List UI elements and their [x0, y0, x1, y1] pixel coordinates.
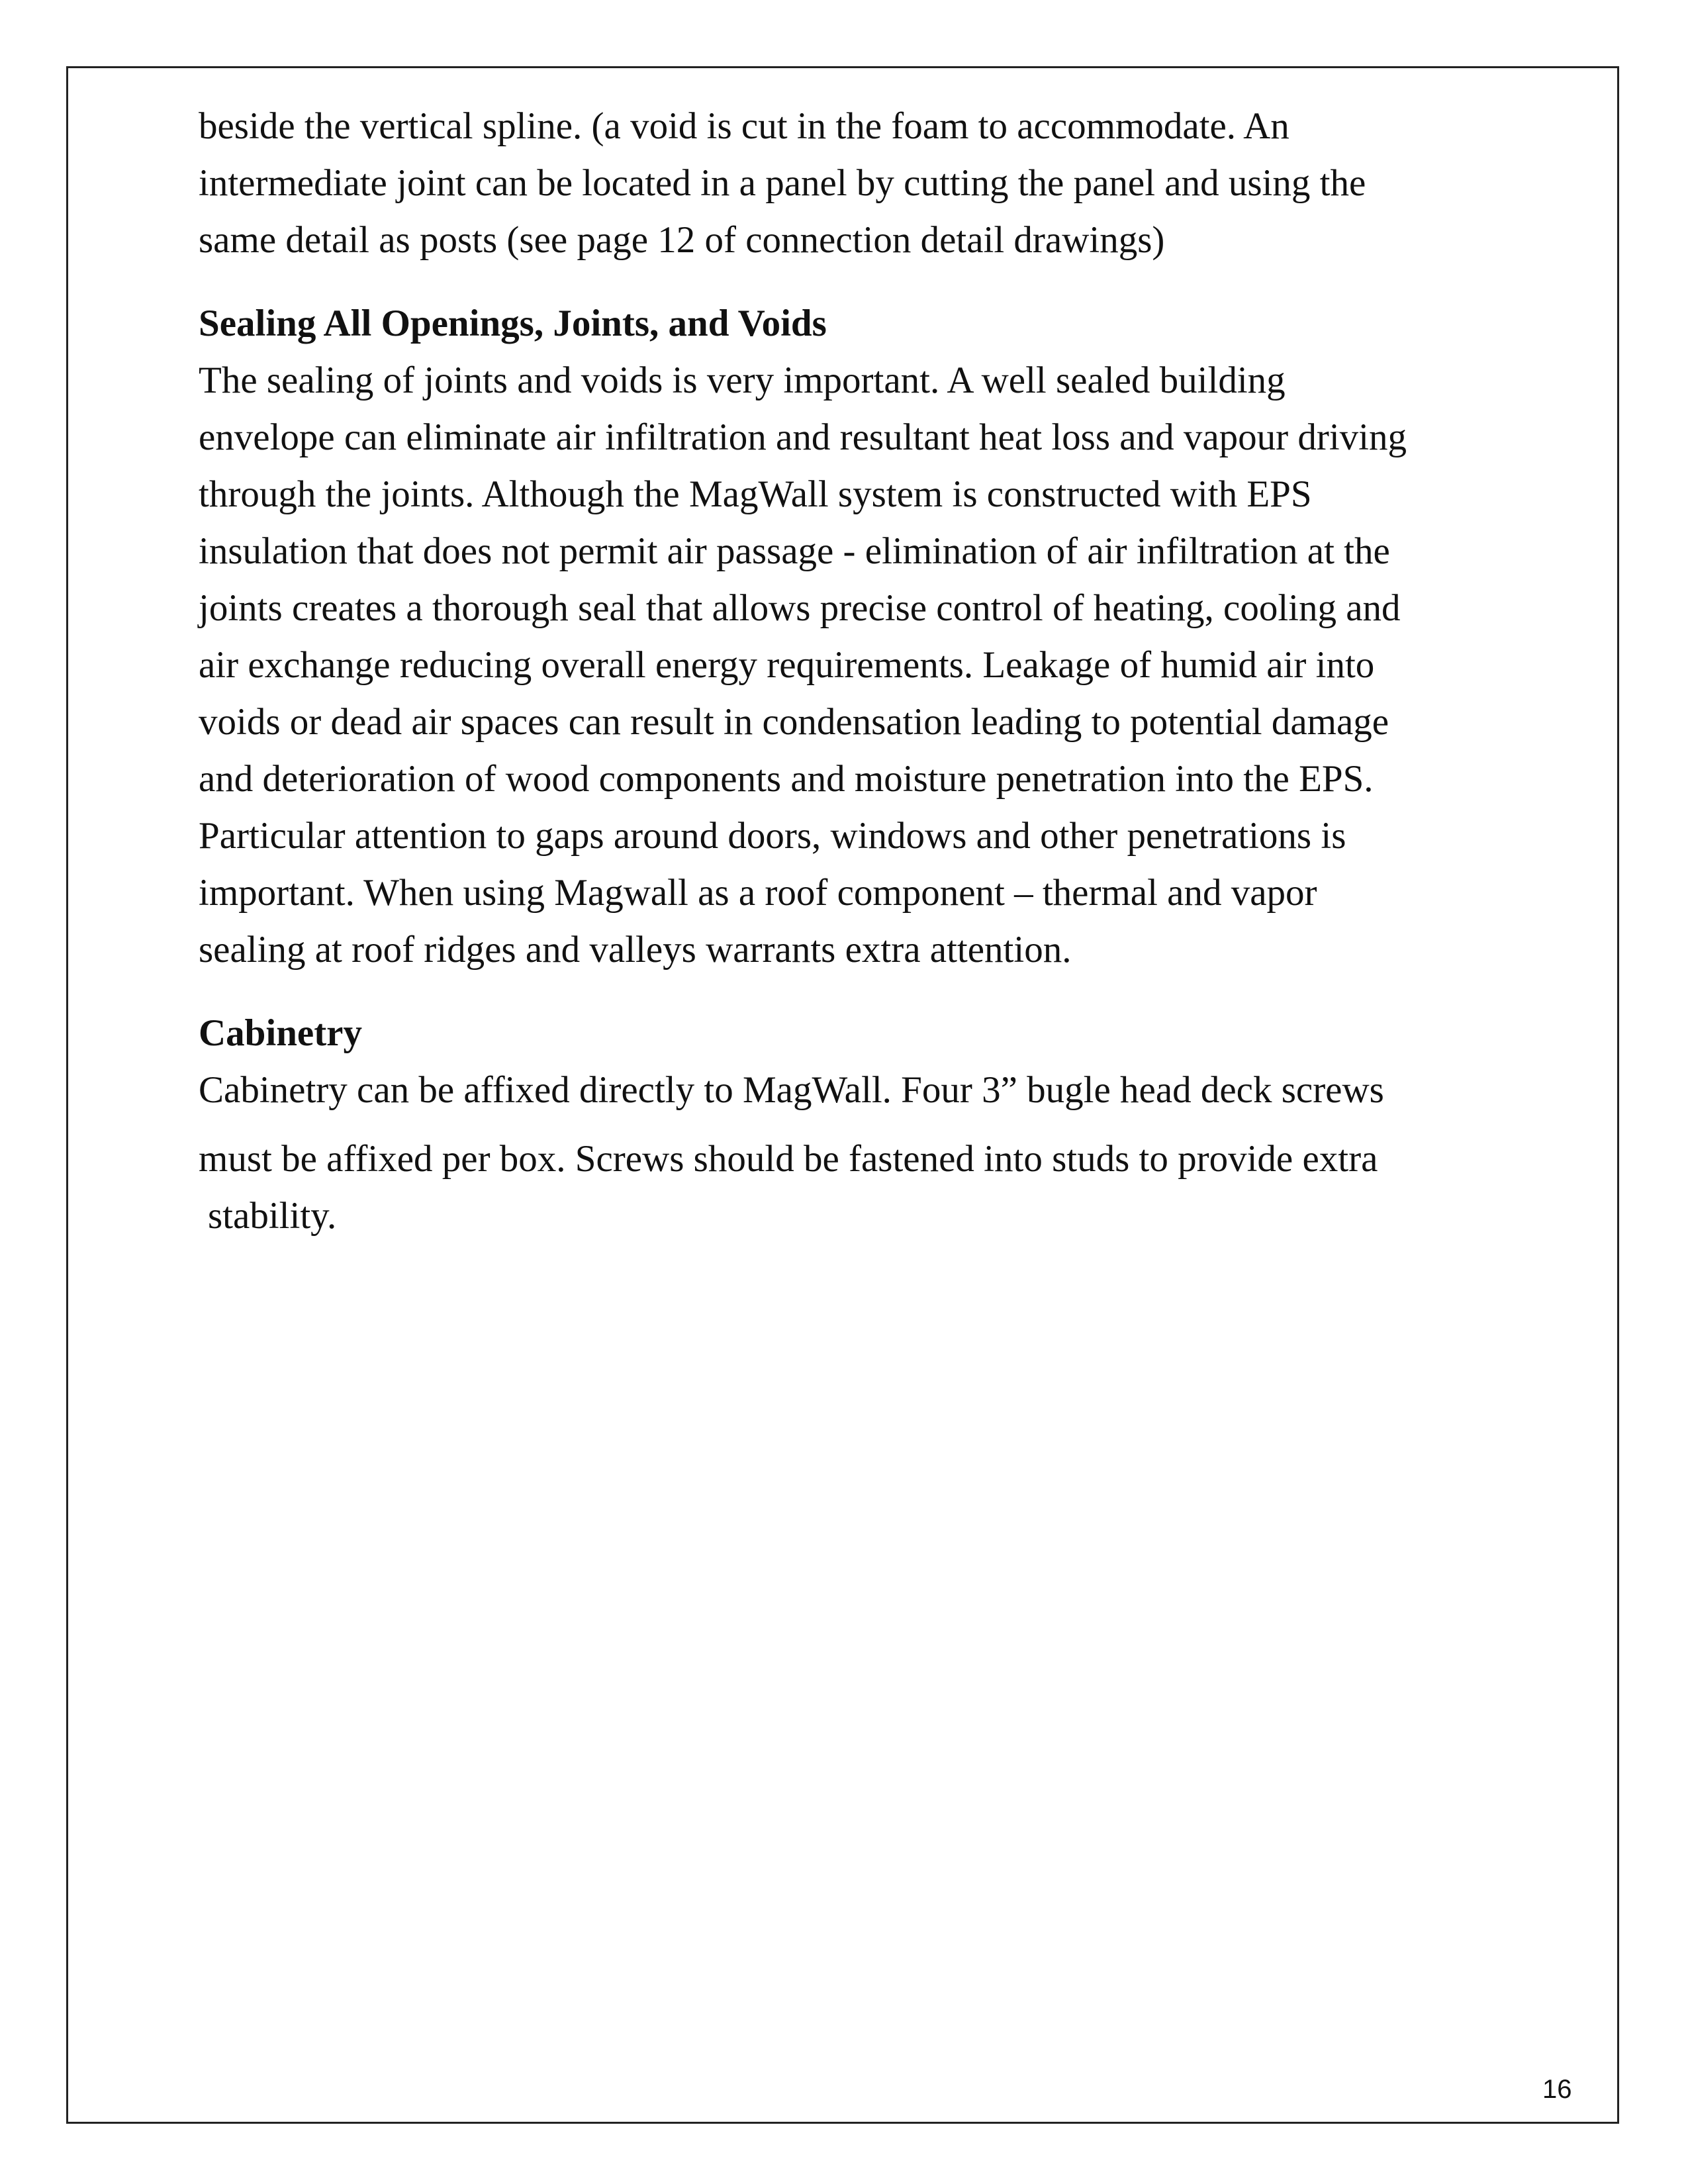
sealing-line: Particular attention to gaps around doors, windows and other penetrations is — [199, 815, 1346, 857]
sealing-line: air exchange reducing overall energy requirements. Leakage of humid air into — [199, 644, 1375, 686]
cabinetry-line: must be affixed per box. Screws should be fastened into studs to provide extra — [199, 1138, 1378, 1180]
page-number: 16 — [1542, 2075, 1572, 2104]
sealing-paragraph — [199, 352, 1575, 978]
sealing-line: joints creates a thorough seal that allows precise control of heating, cooling and — [199, 587, 1401, 629]
page-content — [199, 98, 1575, 1245]
cabinetry-heading: Cabinetry — [199, 1012, 362, 1054]
intro-line: same detail as posts (see page 12 of connection detail drawings) — [199, 219, 1165, 261]
sealing-line: sealing at roof ridges and valleys warrants extra attention. — [199, 929, 1072, 971]
sealing-line: important. When using Magwall as a roof component – thermal and vapor — [199, 872, 1317, 914]
cabinetry-line: Cabinetry can be affixed directly to MagWall. Four 3” bugle head deck screws — [199, 1069, 1384, 1111]
intro-line: intermediate joint can be located in a panel by cutting the panel and using the — [199, 162, 1366, 204]
cabinetry-paragraph — [199, 1062, 1575, 1245]
intro-paragraph — [199, 98, 1575, 269]
sealing-line: envelope can eliminate air infiltration and resultant heat loss and vapour driving — [199, 416, 1407, 458]
sealing-line: and deterioration of wood components and moisture penetration into the EPS. — [199, 758, 1374, 800]
sealing-heading: Sealing All Openings, Joints, and Voids — [199, 303, 827, 344]
sealing-line: through the joints. Although the MagWall system is constructed with EPS — [199, 473, 1312, 515]
intro-line: beside the vertical spline. (a void is cut in the foam to accommodate. An — [199, 105, 1289, 147]
sealing-line: The sealing of joints and voids is very important. A well sealed building — [199, 359, 1286, 401]
sealing-line: insulation that does not permit air passage - elimination of air infiltration at the — [199, 530, 1390, 572]
cabinetry-line: stability. — [208, 1195, 337, 1237]
sealing-line: voids or dead air spaces can result in condensation leading to potential damage — [199, 701, 1389, 743]
